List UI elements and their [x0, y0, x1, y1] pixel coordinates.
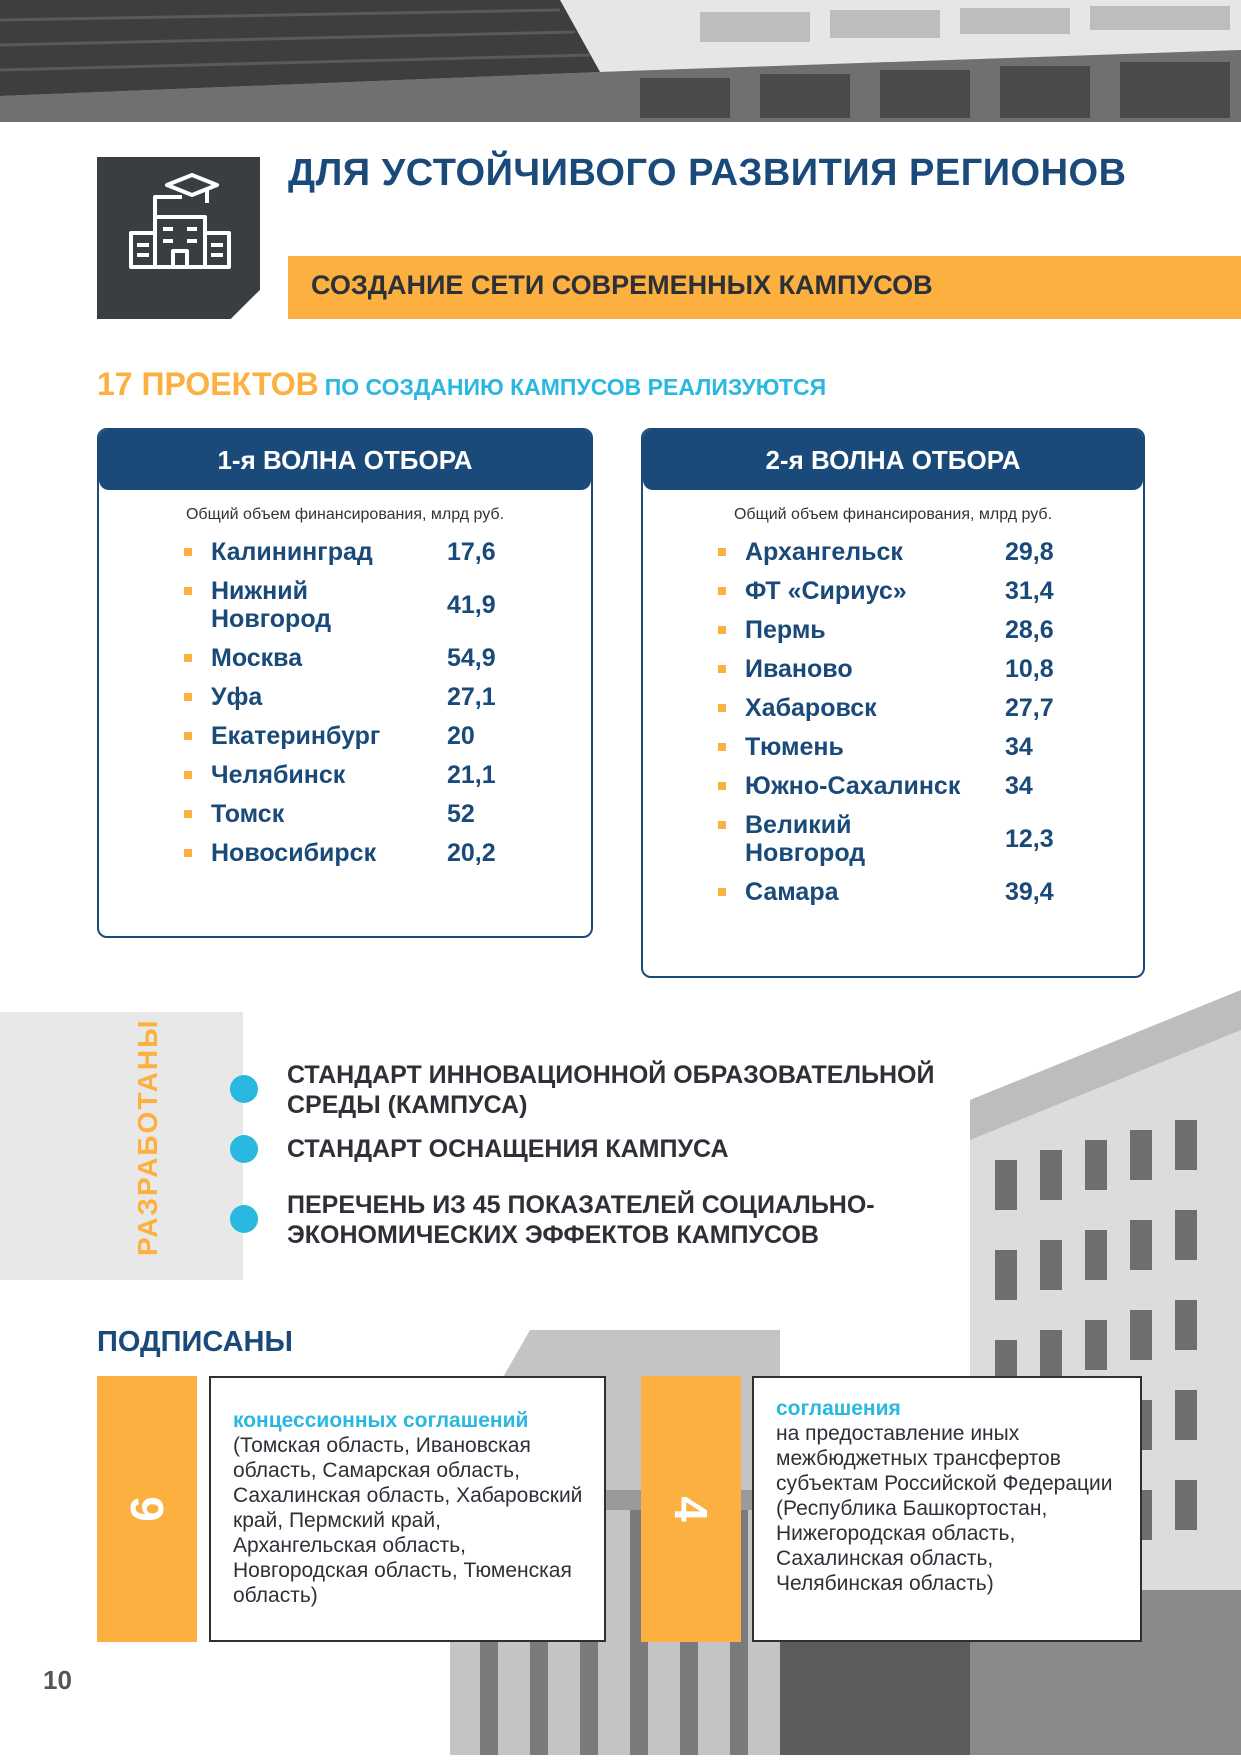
campus-building-icon	[97, 157, 260, 319]
list-item	[99, 839, 591, 867]
city-name: Новосибирск	[211, 839, 377, 867]
city-name: Нижний Новгород	[211, 577, 332, 633]
list-item	[643, 538, 1143, 566]
list-item	[643, 655, 1143, 683]
city-name: Архангельск	[745, 538, 903, 566]
list-item	[643, 733, 1143, 761]
city-name: Москва	[211, 644, 303, 672]
card-lead: концессионных соглашений	[233, 1409, 529, 1432]
developed-label: РАЗРАБОТАНЫ	[132, 1018, 163, 1256]
city-name: Хабаровск	[745, 694, 877, 722]
city-name: Калининград	[211, 538, 373, 566]
wave-title: 2-я ВОЛНА ОТБОРА	[643, 430, 1143, 490]
wave-note: Общий объем финансирования, млрд руб.	[185, 506, 505, 523]
city-name: Тюмень	[745, 733, 844, 761]
funding-value: 20,2	[447, 839, 496, 867]
wave-note: Общий объем финансирования, млрд руб.	[733, 506, 1053, 523]
city-name: Пермь	[745, 616, 826, 644]
developed-side-panel	[0, 1012, 243, 1280]
concession-card	[209, 1376, 606, 1642]
projects-heading	[97, 366, 826, 403]
funding-value: 21,1	[447, 761, 496, 789]
bullet-icon	[184, 654, 192, 662]
bullet-dot-icon	[230, 1135, 258, 1163]
wave-2-box	[641, 428, 1145, 978]
number-box-9	[97, 1376, 197, 1642]
funding-value: 27,1	[447, 683, 496, 711]
bullet-icon	[184, 810, 192, 818]
bullet-icon	[718, 888, 726, 896]
city-name: ФТ «Сириус»	[745, 577, 907, 605]
wave-title: 1-я ВОЛНА ОТБОРА	[99, 430, 591, 490]
list-item	[643, 694, 1143, 722]
wave-1-box	[97, 428, 593, 938]
card-lead: соглашения	[776, 1397, 901, 1420]
funding-value: 10,8	[1005, 655, 1054, 683]
funding-value: 52	[447, 800, 475, 828]
bullet-icon	[718, 665, 726, 673]
bullet-icon	[718, 626, 726, 634]
transfer-agreement-card	[752, 1376, 1142, 1642]
wave-1-list	[99, 538, 591, 867]
list-item	[99, 761, 591, 789]
bullet-icon	[184, 693, 192, 701]
wave-2-list	[643, 538, 1143, 906]
funding-value: 28,6	[1005, 616, 1054, 644]
bullet-icon	[718, 587, 726, 595]
city-name: Иваново	[745, 655, 853, 683]
city-name: Екатеринбург	[211, 722, 381, 750]
bullet-dot-icon	[230, 1205, 258, 1233]
agreement-count: 4	[665, 1496, 717, 1522]
signed-heading: ПОДПИСАНЫ	[97, 1326, 293, 1358]
developed-item-text: СТАНДАРТ ИННОВАЦИОННОЙ ОБРАЗОВАТЕЛЬНОЙ СРЕДЫ (КАМПУСА)	[287, 1061, 935, 1119]
bullet-icon	[184, 732, 192, 740]
campus-icon-box	[97, 157, 260, 319]
bullet-icon	[718, 782, 726, 790]
card-text: на предоставление иных межбюджетных трансфертов субъектам Российской Федерации (Республика Башкортостан, Нижегородская область, Сахалинская область, Челябинская область)	[776, 1422, 1113, 1595]
funding-value: 31,4	[1005, 577, 1054, 605]
bullet-icon	[184, 548, 192, 556]
agreement-count: 9	[121, 1496, 173, 1522]
developed-item-text: СТАНДАРТ ОСНАЩЕНИЯ КАМПУСА	[287, 1135, 729, 1163]
card-text: (Томская область, Ивановская область, Самарская область, Сахалинская область, Хабаровский край, Пермский край, Архангельская область, Новгородская область, Тюменская область)	[233, 1434, 583, 1607]
projects-count: 17 ПРОЕКТОВ	[97, 366, 319, 402]
list-item	[99, 644, 591, 672]
page-title: ДЛЯ УСТОЙЧИВОГО РАЗВИТИЯ РЕГИОНОВ	[288, 152, 1127, 194]
list-item	[643, 811, 1143, 867]
subtitle-text: СОЗДАНИЕ СЕТИ СОВРЕМЕННЫХ КАМПУСОВ	[311, 270, 933, 300]
funding-value: 29,8	[1005, 538, 1054, 566]
list-item	[643, 772, 1143, 800]
city-name: Челябинск	[211, 761, 346, 789]
city-name: Южно-Сахалинск	[745, 772, 961, 800]
bullet-icon	[184, 771, 192, 779]
list-item	[99, 577, 591, 633]
city-name: Самара	[745, 878, 839, 906]
funding-value: 17,6	[447, 538, 496, 566]
list-item	[643, 878, 1143, 906]
list-item	[643, 577, 1143, 605]
funding-value: 20	[447, 722, 475, 750]
funding-value: 27,7	[1005, 694, 1054, 722]
funding-value: 54,9	[447, 644, 496, 672]
city-name: Великий Новгород	[745, 811, 866, 867]
funding-value: 34	[1005, 733, 1033, 761]
number-box-4	[641, 1376, 741, 1642]
city-name: Томск	[211, 800, 285, 828]
city-name: Уфа	[211, 683, 263, 711]
header-building-photo	[0, 0, 1241, 122]
projects-description: ПО СОЗДАНИЮ КАМПУСОВ РЕАЛИЗУЮТСЯ	[324, 374, 827, 400]
bullet-icon	[718, 548, 726, 556]
list-item	[99, 683, 591, 711]
funding-value: 41,9	[447, 591, 496, 619]
bullet-icon	[184, 849, 192, 857]
bullet-icon	[718, 704, 726, 712]
list-item	[99, 800, 591, 828]
funding-value: 34	[1005, 772, 1033, 800]
subtitle-banner	[288, 256, 1241, 319]
bullet-dot-icon	[230, 1075, 258, 1103]
list-item	[99, 538, 591, 566]
list-item	[643, 616, 1143, 644]
bullet-icon	[184, 587, 192, 595]
list-item	[99, 722, 591, 750]
page-number: 10	[43, 1665, 72, 1695]
funding-value: 12,3	[1005, 825, 1054, 853]
funding-value: 39,4	[1005, 878, 1054, 906]
bullet-icon	[718, 821, 726, 829]
bullet-icon	[718, 743, 726, 751]
developed-item-text: ПЕРЕЧЕНЬ ИЗ 45 ПОКАЗАТЕЛЕЙ СОЦИАЛЬНО-ЭКОНОМИЧЕСКИХ ЭФФЕКТОВ КАМПУСОВ	[287, 1191, 875, 1249]
